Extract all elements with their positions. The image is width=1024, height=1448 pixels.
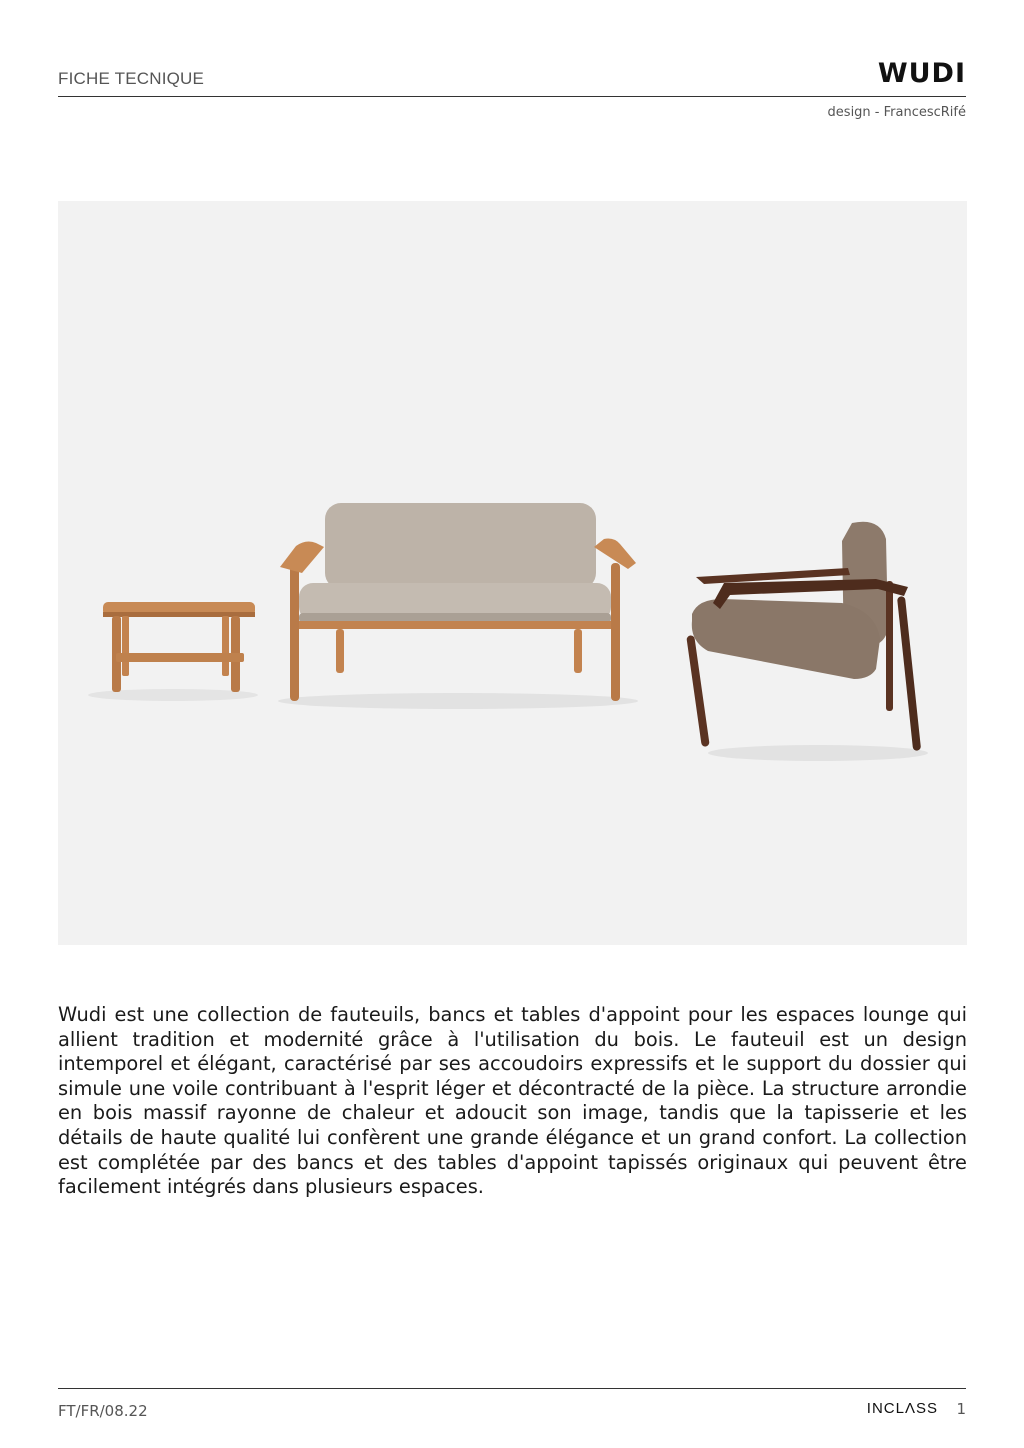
armchair <box>686 522 921 751</box>
product-description: Wudi est une collection de fauteuils, bancs et tables d'appoint pour les espaces lounge qui allient tradition et modernité grâce à l'utilisation du bois. Le fauteuil est un design intemporel et élégant, caractérisé par ses accoudoirs expressifs et le support du dossier qui simule une voile contribuant à l'esprit léger et décontracté de la pièce. La structure arrondie en bois massif rayonne de chaleur et adoucit son image, tandis que la tapisserie et les détails de haute qualité lui confèrent une grande élégance et un grand confort. La collection est complétée par des bancs et des tables d'appoint tapissés originaux qui peuvent être facilement intégrés dans plusieurs espaces. <box>58 1003 967 1199</box>
side-table <box>103 602 255 692</box>
header-divider <box>58 96 966 97</box>
product-brand-title: WUDI <box>877 58 966 89</box>
sofa <box>280 503 636 701</box>
designer-credit: design - FrancescRifé <box>827 105 966 120</box>
document-type-label: FICHE TECNIQUE <box>58 69 205 88</box>
product-photo <box>58 201 967 945</box>
footer-divider <box>58 1388 966 1389</box>
armchair-shadow <box>708 745 928 761</box>
company-logo-text: INCLΛSS <box>866 1400 938 1417</box>
sofa-shadow <box>278 693 638 709</box>
furniture-illustration <box>58 201 967 945</box>
document-code: FT/FR/08.22 <box>58 1402 148 1420</box>
page-number: 1 <box>956 1400 966 1418</box>
